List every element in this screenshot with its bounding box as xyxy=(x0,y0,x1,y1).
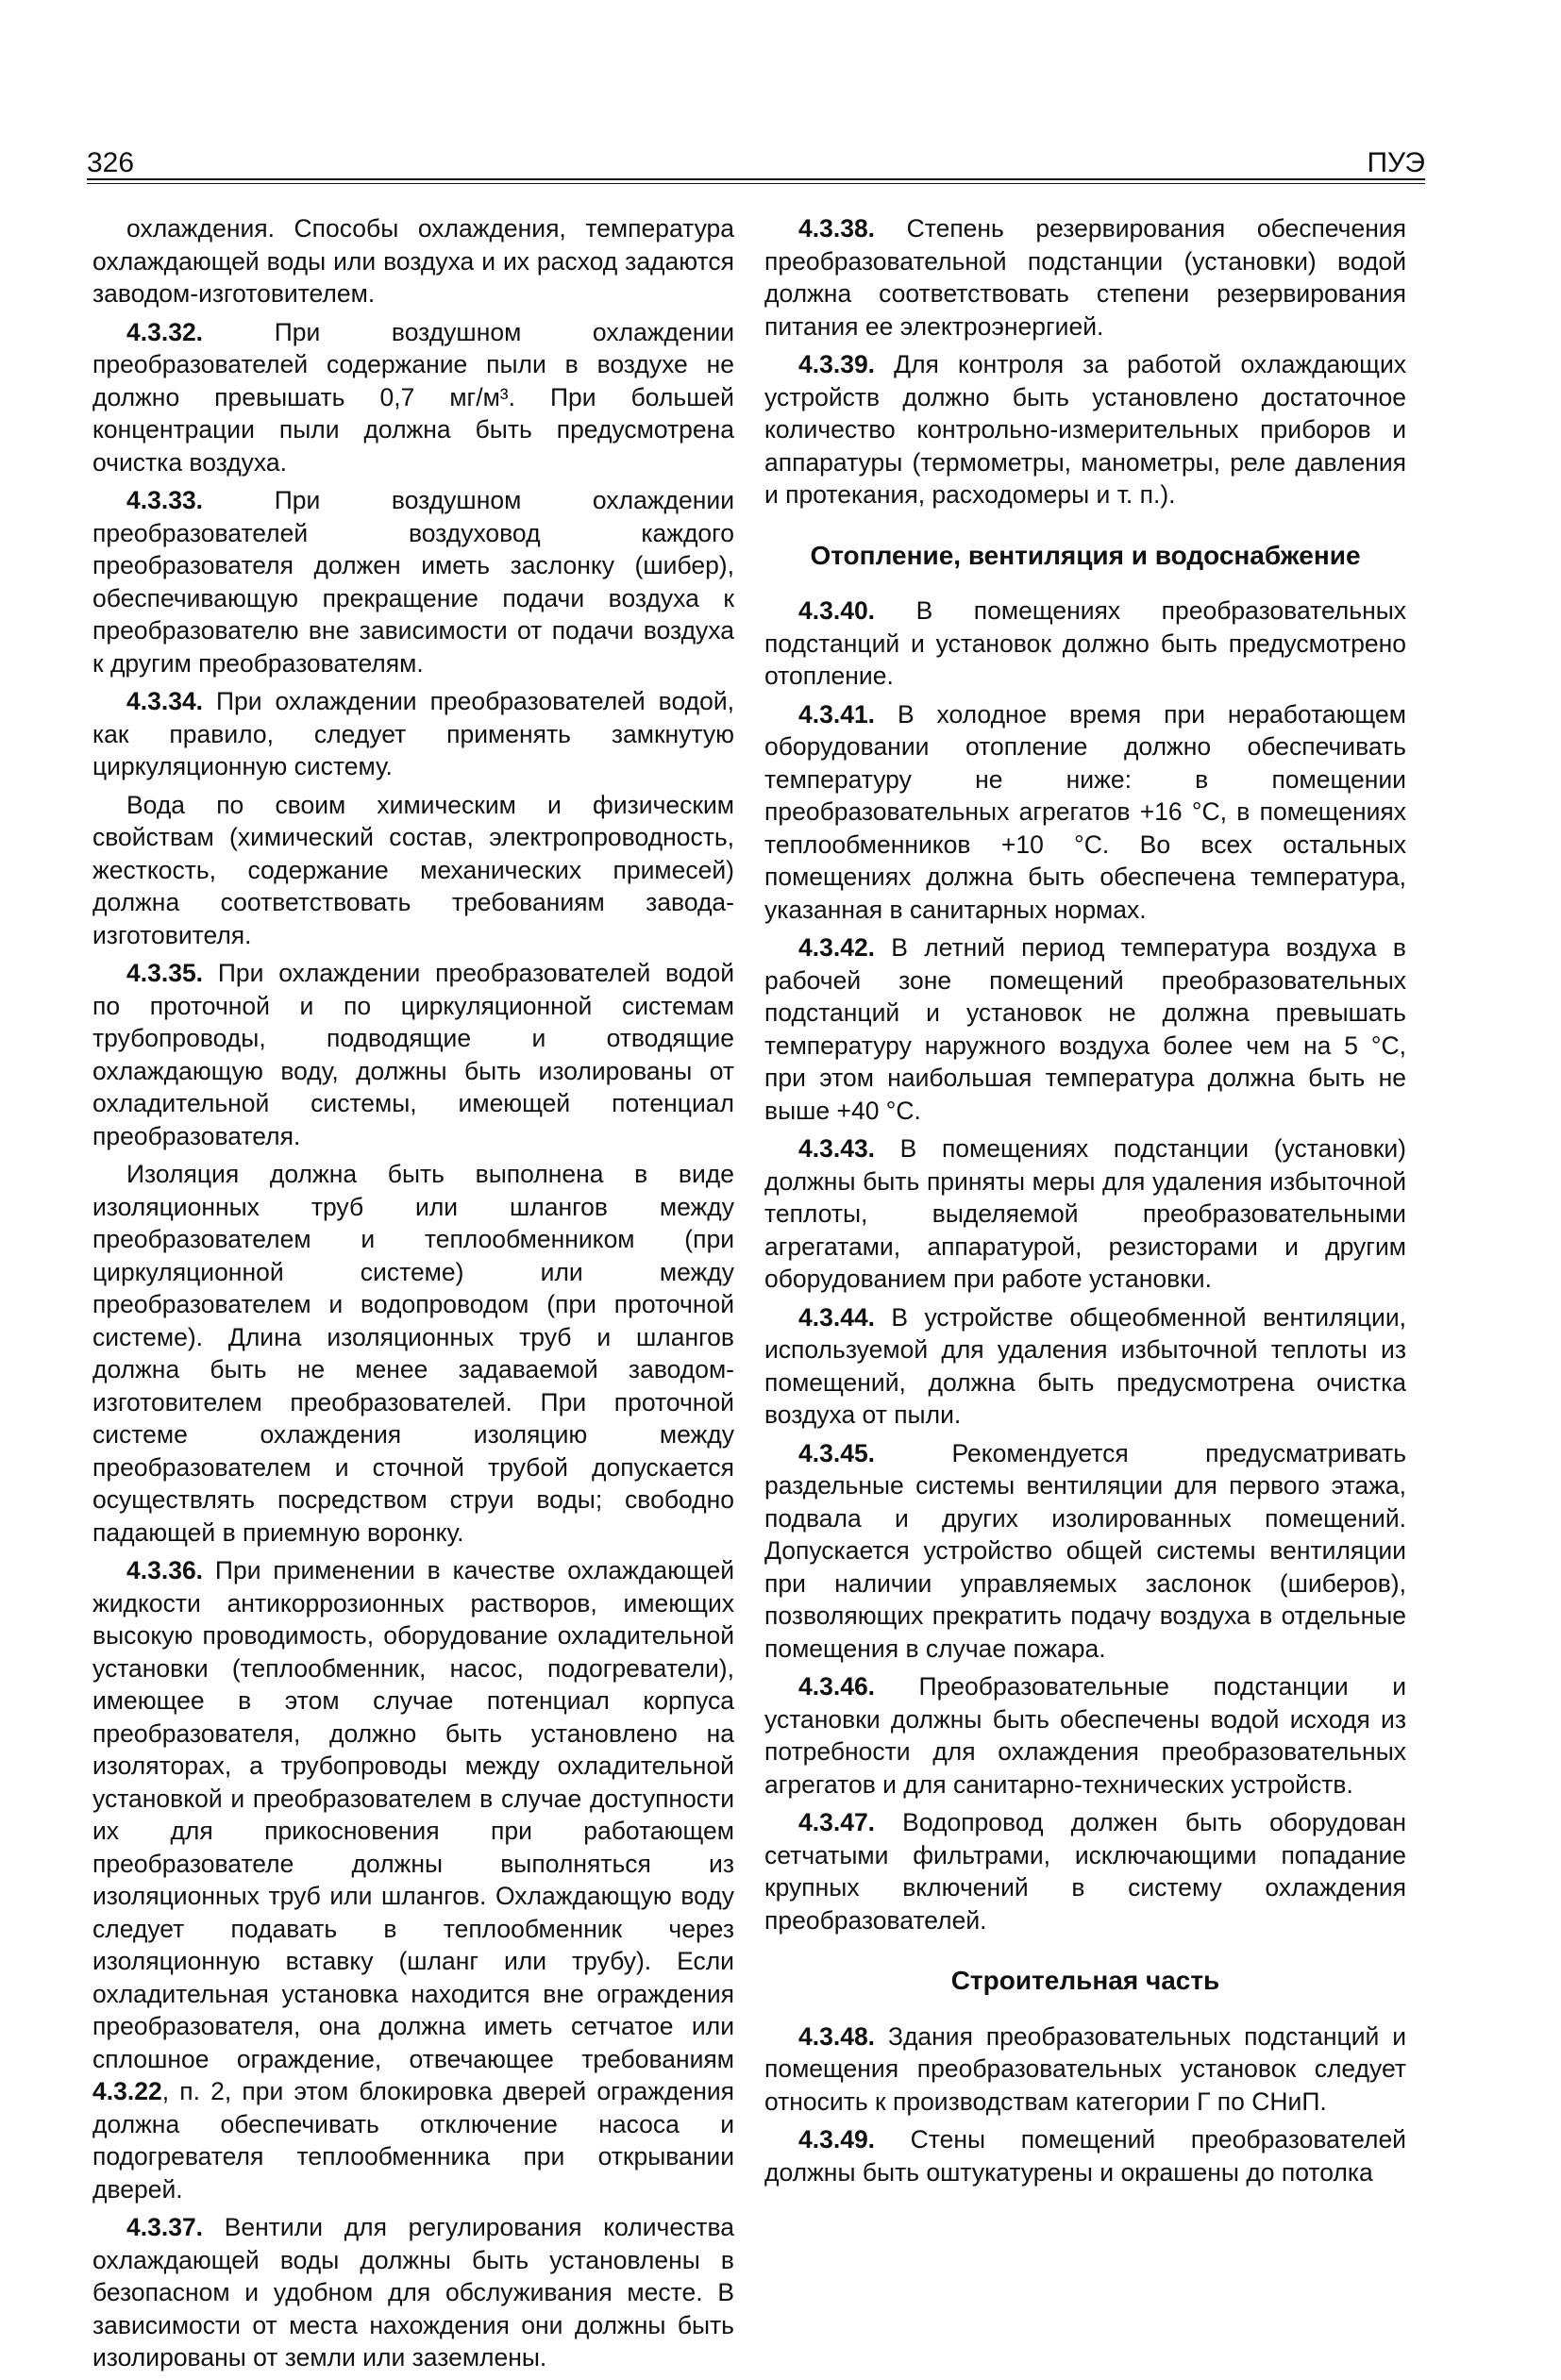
paragraph xyxy=(764,348,1406,511)
clause-reference: 4.3.22 xyxy=(92,2077,162,2105)
paragraph xyxy=(764,212,1406,343)
paragraph xyxy=(764,1132,1406,1296)
clause-number: 4.3.47. xyxy=(798,1808,876,1836)
paragraph xyxy=(764,1437,1406,1666)
paragraph-text: При применении в качестве охлаждающей жидкости антикоррозионных растворов, имеющих высокую проводимость, оборудование охладительной установки (теплообменник, насос, подогреватели), имеющее в этом случае потенциал корпуса преобразователя, должно быть установлено на изоляторах, а трубопроводы между охладительной установкой и преобразователем в случае доступности их для прикосновения при работающем преобразователе должны выполняться из изоляционных труб или шлангов. Охлаждающую воду следует подавать в теплообменник через изоляционную вставку (шланг или трубу). Если охладительная установка находится вне ограждения преобразователя, она должна иметь сетчатое или сплошное ограждение, отвечающее требованиям xyxy=(92,1556,734,2073)
paragraph xyxy=(92,484,734,679)
paragraph-text: Стены помещений преобразователей должны быть оштукатурены и окрашены до потолка xyxy=(764,2125,1406,2187)
paragraph-text: Водопровод должен быть оборудован сетчатыми фильтрами, исключающими попадание крупных включений в систему охлаждения преобразователей. xyxy=(764,1808,1406,1935)
clause-number: 4.3.42. xyxy=(798,933,876,962)
paragraph xyxy=(92,957,734,1152)
clause-number: 4.3.35. xyxy=(126,959,204,987)
clause-number: 4.3.41. xyxy=(798,699,876,729)
clause-number: 4.3.37. xyxy=(126,2213,204,2241)
clause-number: 4.3.45. xyxy=(798,1438,876,1467)
paragraph xyxy=(92,1554,734,2205)
paragraph xyxy=(764,2020,1406,2119)
paragraph-text: При охлаждении преобразователей водой, как правило, следует применять замкнутую циркуляционную систему. xyxy=(92,687,734,780)
paragraph-text: охлаждения. Способы охлаждения, температура охлаждающей воды или воздуха и их расход задаются заводом-изготовителем. xyxy=(92,214,734,308)
paragraph xyxy=(764,1301,1406,1432)
paragraph-text: Для контроля за работой охлаждающих устройств должно быть установлено достаточное количество контрольно-измерительных приборов и аппаратуры (термометры, манометры, реле давления и протекания, расходомеры и т. п.). xyxy=(764,350,1406,509)
paragraph xyxy=(764,698,1406,927)
paragraph xyxy=(92,789,734,952)
paragraph-text: В холодное время при неработающем оборудовании отопление должно обеспечивать температуру не ниже: в помещении преобразовательных агрегатов +16 °С, в помещениях теплообменников +10 °С. Во всех остальных помещениях должна быть обеспечена температура, указанная в санитарных нормах. xyxy=(764,699,1406,924)
paragraph xyxy=(764,1806,1406,1936)
paragraph xyxy=(92,316,734,479)
paragraph-text: При воздушном охлаждении преобразователей воздуховод каждого преобразователя должен иметь заслонку (шибер), обеспечивающую прекращение подачи воздуха к преобразователю вне зависимости от подачи воздуха к другим преобразователям. xyxy=(92,486,734,678)
page-header xyxy=(87,134,1425,177)
paragraph xyxy=(92,2211,734,2374)
clause-number: 4.3.38. xyxy=(798,214,876,243)
paragraph-text: В помещениях подстанции (установки) должны быть приняты меры для удаления избыточной теплоты, выделяемой преобразовательными агрегатами, аппаратурой, резисторами и другим оборудованием при работе установки. xyxy=(764,1134,1406,1293)
page-number: 326 xyxy=(87,147,135,178)
paragraph xyxy=(92,1158,734,1549)
right-column xyxy=(764,212,1406,2194)
paragraph-text: Преобразовательные подстанции и установки должны быть обеспечены водой исходя из потребности для охлаждения преобразовательных агрегатов и для санитарно-технических устройств. xyxy=(764,1672,1406,1799)
paragraph-text: Рекомендуется предусматривать раздельные системы вентиляции для первого этажа, подвала и других изолированных помещений. Допускается устройство общей системы вентиляции при наличии управляемых заслонок (шиберов), позволяющих прекратить подачу воздуха в отдельные помещения в случае пожара. xyxy=(764,1438,1406,1663)
paragraph-text: Вентили для регулирования количества охлаждающей воды должны быть установлены в безопасном и удобном для обслуживания месте. В зависимости от места нахождения они должны быть изолированы от земли или заземлены. xyxy=(92,2213,734,2372)
paragraph-text: Здания преобразовательных подстанций и помещения преобразовательных установок следует относить к производствам категории Г по СНиП. xyxy=(764,2021,1406,2116)
paragraph xyxy=(764,931,1406,1127)
paragraph xyxy=(764,595,1406,693)
header-rule-thin xyxy=(87,183,1425,184)
clause-number: 4.3.43. xyxy=(798,1134,876,1163)
section-heading: Строительная часть xyxy=(950,1966,1220,1995)
clause-number: 4.3.40. xyxy=(798,596,876,625)
clause-number: 4.3.36. xyxy=(126,1556,204,1584)
clause-number: 4.3.33. xyxy=(126,486,204,514)
paragraph-text: В устройстве общеобменной вентиляции, используемой для удаления избыточной теплоты из помещений, должна быть предусмотрена очистка воздуха от пыли. xyxy=(764,1302,1406,1429)
clause-number: 4.3.32. xyxy=(126,317,204,346)
paragraph-text: В помещениях преобразовательных подстанций и установок должно быть предусмотрено отопление. xyxy=(764,596,1406,690)
paragraph xyxy=(764,1670,1406,1801)
paragraph-text: , п. 2, при этом блокировка дверей ограждения должна обеспечивать отключение насоса и подогревателя теплообменника при открывании дверей. xyxy=(92,2077,734,2204)
paragraph-text: Вода по своим химическим и физическим свойствам (химический состав, электропроводность, жесткость, содержание механических примесей) должна соответствовать требованиям завода-изготовителя. xyxy=(92,790,734,949)
section-heading: Отопление, вентиляция и водоснабжение xyxy=(810,540,1361,570)
paragraph-text: Степень резервирования обеспечения преобразовательной подстанции (установки) водой должна соответствовать степени резервирования питания ее электроэнергией. xyxy=(764,214,1406,341)
header-rule xyxy=(87,178,1425,180)
paragraph-text: В летний период температура воздуха в рабочей зоне помещений преобразовательных подстанций и установок не должна превышать температуру наружного воздуха более чем на 5 °С, при этом наибольшая температура должна быть не выше +40 °С. xyxy=(764,933,1406,1125)
clause-number: 4.3.46. xyxy=(798,1672,876,1701)
paragraph-text: При воздушном охлаждении преобразователей содержание пыли в воздухе не должно превышать 0,7 мг/м³. При большей концентрации пыли должна быть предусмотрена очистка воздуха. xyxy=(92,317,734,477)
paragraph xyxy=(92,685,734,783)
clause-number: 4.3.49. xyxy=(798,2125,876,2154)
paragraph xyxy=(92,212,734,310)
clause-number: 4.3.34. xyxy=(126,687,204,715)
clause-number: 4.3.39. xyxy=(798,350,876,378)
clause-number: 4.3.44. xyxy=(798,1302,876,1332)
running-title: ПУЭ xyxy=(1367,147,1425,178)
paragraph xyxy=(764,2123,1406,2188)
clause-number: 4.3.48. xyxy=(798,2021,876,2051)
paragraph-text: Изоляция должна быть выполнена в виде изоляционных труб или шлангов между преобразователем и теплообменником (при циркуляционной системе) или между преобразователем и водопроводом (при проточной системе). Длина изоляционных труб и шлангов должна быть не менее задаваемой заводом-изготовителем преобразователей. При проточной системе охлаждения изоляцию между преобразователем и сточной трубой допускается осуществлять посредством струи воды; свободно падающей в приемную воронку. xyxy=(92,1160,734,1547)
left-column xyxy=(92,212,734,2380)
paragraph-text: При охлаждении преобразователей водой по проточной и по циркуляционной системам трубопроводы, подводящие и отводящие охлаждающую воду, должны быть изолированы от охладительной системы, имеющей потенциал преобразователя. xyxy=(92,959,734,1150)
